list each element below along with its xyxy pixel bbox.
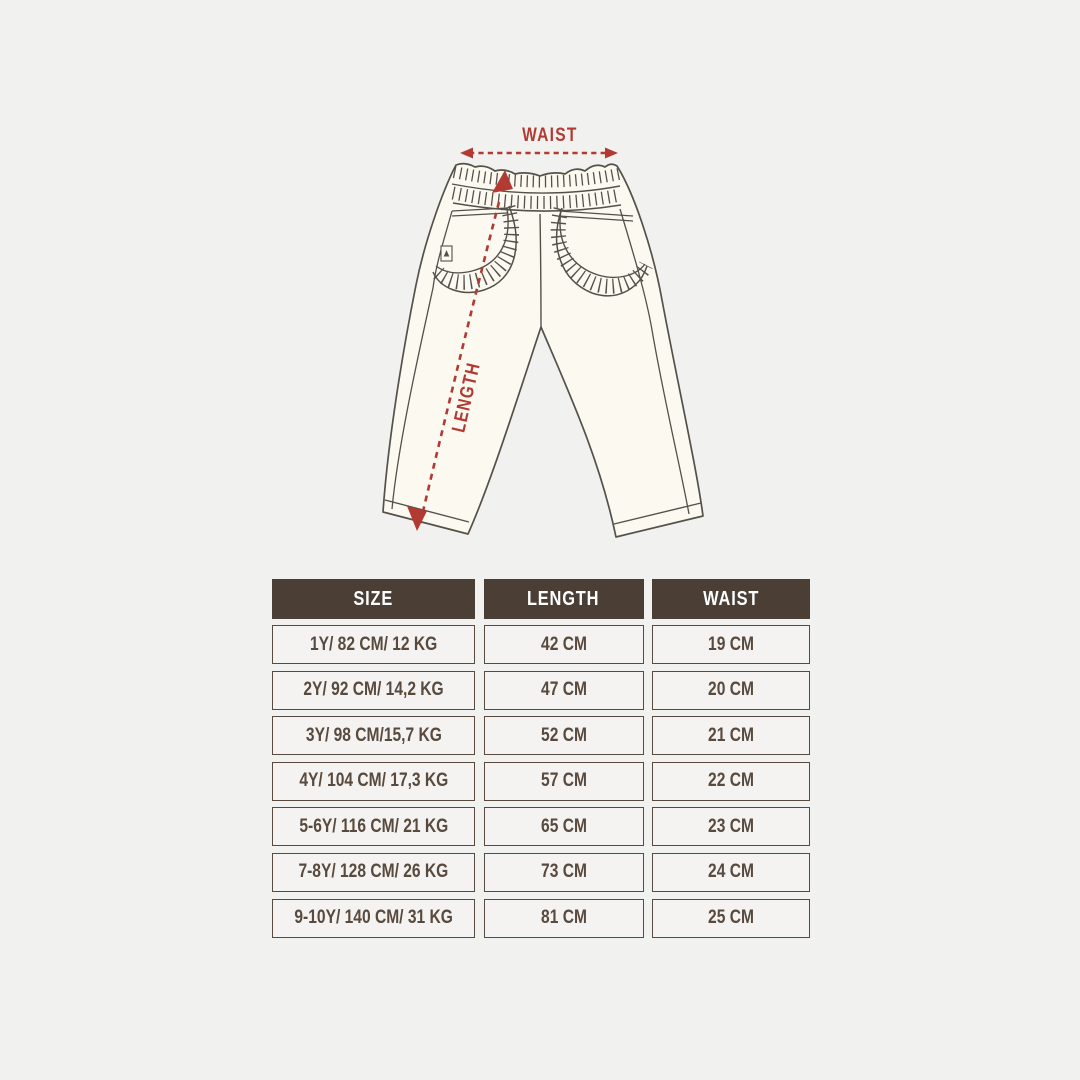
size-cell: 4Y/ 104 CM/ 17,3 KG xyxy=(272,762,475,801)
size-cell: 5-6Y/ 116 CM/ 21 KG xyxy=(272,807,475,846)
length-cell: 73 CM xyxy=(484,853,644,892)
waist-cell: 19 CM xyxy=(652,625,810,664)
table-row xyxy=(272,853,810,892)
size-cell: 2Y/ 92 CM/ 14,2 KG xyxy=(272,671,475,710)
length-measure-label: LENGTH xyxy=(448,360,485,435)
size-cell: 9-10Y/ 140 CM/ 31 KG xyxy=(272,899,475,938)
brand-tag xyxy=(441,246,452,261)
col-header-length: LENGTH xyxy=(484,579,644,619)
table-row xyxy=(272,762,810,801)
table-row xyxy=(272,899,810,938)
length-cell: 57 CM xyxy=(484,762,644,801)
waist-cell: 25 CM xyxy=(652,899,810,938)
waist-cell: 20 CM xyxy=(652,671,810,710)
waist-arrowhead-right xyxy=(605,148,618,159)
size-table xyxy=(272,579,810,944)
waist-cell: 24 CM xyxy=(652,853,810,892)
waist-arrowhead-left xyxy=(460,148,473,159)
table-row xyxy=(272,807,810,846)
table-row xyxy=(272,625,810,664)
size-cell: 1Y/ 82 CM/ 12 KG xyxy=(272,625,475,664)
col-header-waist: WAIST xyxy=(652,579,810,619)
length-cell: 47 CM xyxy=(484,671,644,710)
table-row xyxy=(272,671,810,710)
waist-cell: 21 CM xyxy=(652,716,810,755)
length-cell: 52 CM xyxy=(484,716,644,755)
length-cell: 65 CM xyxy=(484,807,644,846)
table-header-row xyxy=(272,579,810,619)
waist-cell: 22 CM xyxy=(652,762,810,801)
size-cell: 3Y/ 98 CM/15,7 KG xyxy=(272,716,475,755)
length-cell: 42 CM xyxy=(484,625,644,664)
waist-measure-label: WAIST xyxy=(522,125,578,146)
length-cell: 81 CM xyxy=(484,899,644,938)
waist-cell: 23 CM xyxy=(652,807,810,846)
table-row xyxy=(272,716,810,755)
col-header-size: SIZE xyxy=(272,579,475,619)
size-cell: 7-8Y/ 128 CM/ 26 KG xyxy=(272,853,475,892)
